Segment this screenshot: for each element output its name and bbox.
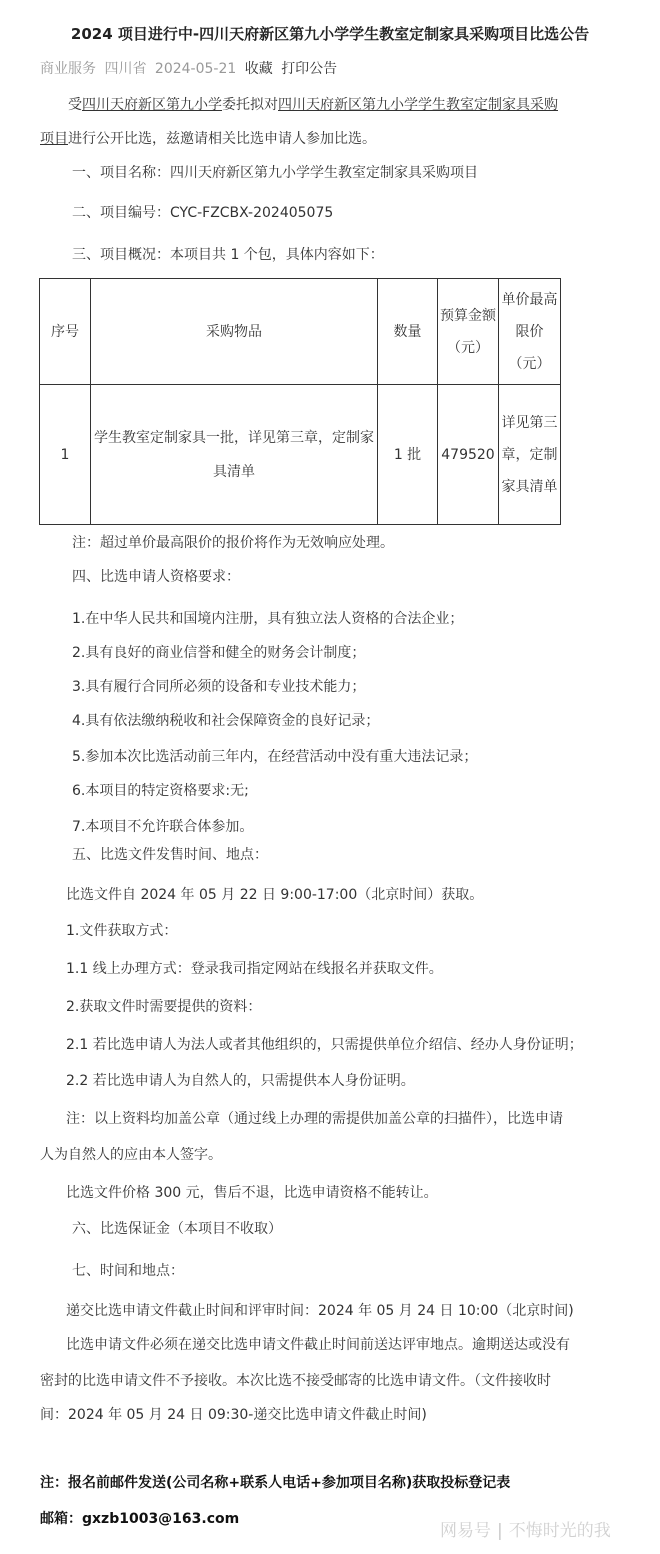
table-cell: 479520 xyxy=(438,385,499,525)
table-header-cell: 数量 xyxy=(378,279,438,385)
project-name: 一、项目名称：四川天府新区第九小学学生教室定制家具采购项目 xyxy=(72,165,478,181)
watermark xyxy=(440,1516,611,1546)
qualification-item: 3.具有履行合同所必须的设备和专业技术能力； xyxy=(72,679,366,695)
note-price-limit: 注：超过单价最高限价的报价将作为无效响应处理。 xyxy=(72,535,394,551)
qualification-item: 1.在中华人民共和国境内注册，具有独立法人资格的合法企业； xyxy=(72,611,464,627)
documents-method-heading: 1.文件获取方式： xyxy=(66,923,178,939)
documents-heading: 五、比选文件发售时间、地点： xyxy=(72,847,268,863)
intro-prefix: 受 xyxy=(68,97,82,113)
items-table xyxy=(39,278,561,525)
documents-note-line-2: 人为自然人的应由本人签字。 xyxy=(40,1147,222,1163)
table-cell: 1 批 xyxy=(378,385,438,525)
favorite-link[interactable]: 收藏 xyxy=(244,61,273,77)
intro-suffix: 进行公开比选，兹邀请相关比选申请人参加比选。 xyxy=(68,131,376,147)
intro-middle: 委托拟对 xyxy=(222,97,278,113)
documents-materials-heading: 2.获取文件时需要提供的资料： xyxy=(66,999,262,1015)
table-cell: 1 xyxy=(40,385,91,525)
submission-para-line-3: 间：2024 年 05 月 24 日 09:30-递交比选申请文件截止时间) xyxy=(40,1407,427,1423)
table-header-cell: 单价最高限价（元） xyxy=(499,279,561,385)
documents-note-line-1: 注：以上资料均加盖公章（通过线上办理的需提供加盖公章的扫描件），比选申请 xyxy=(66,1111,563,1127)
page-title: 2024 项目进行中-四川天府新区第九小学学生教室定制家具采购项目比选公告 xyxy=(70,25,590,43)
qualification-item: 7.本项目不允许联合体参加。 xyxy=(72,819,254,835)
qualification-heading: 四、比选申请人资格要求： xyxy=(72,569,240,585)
documents-materials-natural: 2.2 若比选申请人为自然人的，只需提供本人身份证明。 xyxy=(66,1073,415,1089)
meta-category: 商业服务 xyxy=(40,61,96,77)
submission-deadline: 递交比选申请文件截止时间和评审时间：2024 年 05 月 24 日 10:00（北京时间) xyxy=(66,1303,574,1319)
documents-method-online: 1.1 线上办理方式：登录我司指定网站在线报名并获取文件。 xyxy=(66,961,443,977)
table-row xyxy=(40,385,561,525)
intro-line-1 xyxy=(68,92,658,118)
submission-para-line-1: 比选申请文件必须在递交比选申请文件截止时间前送达评审地点。逾期送达或没有 xyxy=(66,1337,570,1353)
project-link-part1[interactable]: 四川天府新区第九小学学生教室定制家具采购 xyxy=(278,97,558,113)
table-header-row xyxy=(40,279,561,385)
deposit: 六、比选保证金（本项目不收取） xyxy=(72,1221,282,1237)
qualification-item: 4.具有依法缴纳税收和社会保障资金的良好记录； xyxy=(72,713,380,729)
project-overview: 三、项目概况：本项目共 1 个包，具体内容如下： xyxy=(72,247,384,263)
email-address[interactable]: gxzb1003@163.com xyxy=(82,1511,240,1527)
table-cell: 学生教室定制家具一批，详见第三章，定制家具清单 xyxy=(91,385,378,525)
qualification-item: 2.具有良好的商业信誉和健全的财务会计制度； xyxy=(72,645,366,661)
table-header-cell: 序号 xyxy=(40,279,91,385)
table-header-cell: 预算金额（元） xyxy=(438,279,499,385)
watermark-author: 不悔时光的我 xyxy=(508,1521,611,1541)
documents-materials-legal: 2.1 若比选申请人为法人或者其他组织的，只需提供单位介绍信、经办人身份证明； xyxy=(66,1037,583,1053)
project-code: 二、项目编号：CYC-FZCBX-202405075 xyxy=(72,205,334,221)
meta-region: 四川省 xyxy=(104,61,147,77)
meta-bar xyxy=(40,56,337,82)
project-link-part2[interactable]: 项目 xyxy=(40,131,68,147)
watermark-divider: | xyxy=(497,1521,503,1541)
submission-para-line-2: 密封的比选申请文件不予接收。本次比选不接受邮寄的比选申请文件。（文件接收时 xyxy=(40,1373,551,1389)
footer-note: 注：报名前邮件发送(公司名称+联系人电话+参加项目名称)获取投标登记表 xyxy=(40,1475,511,1491)
intro-line-2 xyxy=(40,126,630,152)
entrust-org-link[interactable]: 四川天府新区第九小学 xyxy=(82,97,222,113)
time-place-heading: 七、时间和地点： xyxy=(72,1263,184,1279)
table-header-cell: 采购物品 xyxy=(91,279,378,385)
email-label: 邮箱： xyxy=(40,1511,82,1527)
watermark-brand: 网易号 xyxy=(440,1521,491,1541)
documents-time: 比选文件自 2024 年 05 月 22 日 9:00-17:00（北京时间）获取。 xyxy=(66,887,484,903)
documents-price: 比选文件价格 300 元，售后不退，比选申请资格不能转让。 xyxy=(66,1185,438,1201)
print-link[interactable]: 打印公告 xyxy=(281,61,338,77)
meta-date: 2024-05-21 xyxy=(154,61,237,77)
qualification-item: 6.本项目的特定资格要求:无; xyxy=(72,783,249,799)
qualification-item: 5.参加本次比选活动前三年内，在经营活动中没有重大违法记录； xyxy=(72,749,478,765)
table-cell: 详见第三章，定制家具清单 xyxy=(499,385,561,525)
